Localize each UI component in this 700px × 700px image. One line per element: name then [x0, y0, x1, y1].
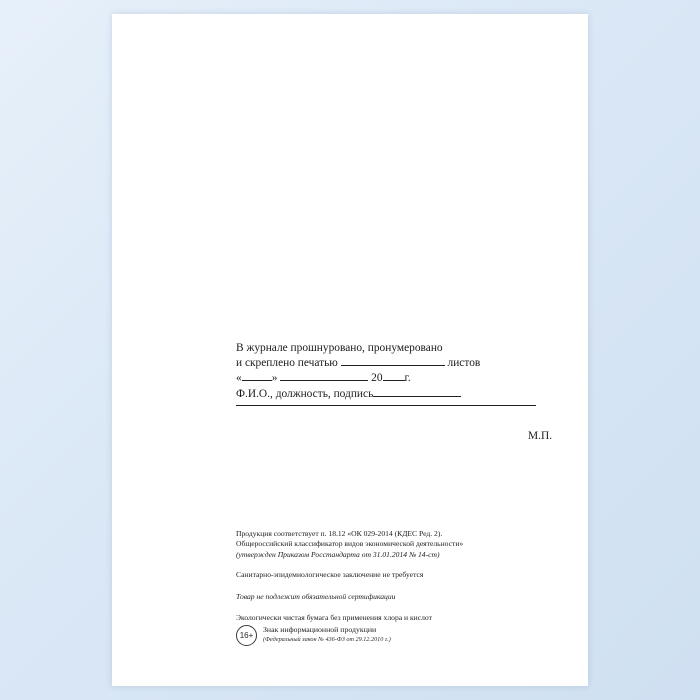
product-compliance-note	[236, 529, 566, 560]
certification-note: Товар не подлежит обязательной сертификации	[236, 591, 396, 601]
age-rating-block	[236, 624, 391, 646]
document-page	[112, 14, 588, 686]
month-blank[interactable]	[280, 380, 368, 381]
certification-line-4	[236, 387, 546, 402]
year-blank[interactable]	[383, 380, 405, 381]
age-rating-law: (Федеральный закон № 436-ФЗ от 29.12.2010 г.)	[263, 636, 391, 643]
signatory-label: Ф.И.О., должность, подпись	[236, 387, 374, 400]
age-rating-text	[263, 624, 391, 644]
certification-line-2	[236, 356, 546, 371]
date-open-quote: «	[236, 372, 242, 385]
certification-text-1: В журнале прошнуровано, пронумеровано	[236, 342, 443, 354]
stamp-place-label: М.П.	[528, 430, 553, 442]
certification-block	[236, 341, 553, 442]
certification-line-3	[236, 371, 546, 386]
date-close-quote: »	[271, 372, 278, 385]
ecology-note: Экологически чистая бумага без применения хлора и кислот	[236, 613, 432, 623]
signature-rule	[236, 404, 536, 406]
signature-blank[interactable]	[373, 396, 461, 397]
year-suffix: г.	[404, 372, 411, 385]
sheets-count-blank[interactable]	[341, 365, 445, 366]
compliance-line-1: Продукция соответствует п. 18.12 «ОК 029-2014 (КДЕС Ред. 2).	[236, 529, 443, 538]
certification-text-2-suffix: листов	[447, 357, 481, 370]
certification-line-1	[236, 341, 546, 356]
sanitary-note: Санитарно-эпидемиологическое заключение не требуется	[236, 570, 424, 580]
day-blank[interactable]	[242, 380, 272, 381]
certification-text-2-prefix: и скреплено печатью	[236, 357, 338, 370]
age-rating-title: Знак информационной продукции	[263, 625, 377, 634]
year-prefix: 20	[371, 372, 383, 385]
compliance-line-3: (утвержден Приказом Росстандарта от 31.01.2014 № 14-ст)	[236, 549, 440, 559]
footer-block	[236, 529, 566, 634]
age-rating-icon: 16+	[236, 625, 257, 646]
compliance-line-2: Общероссийский классификатор видов экономической деятельности»	[236, 539, 464, 549]
